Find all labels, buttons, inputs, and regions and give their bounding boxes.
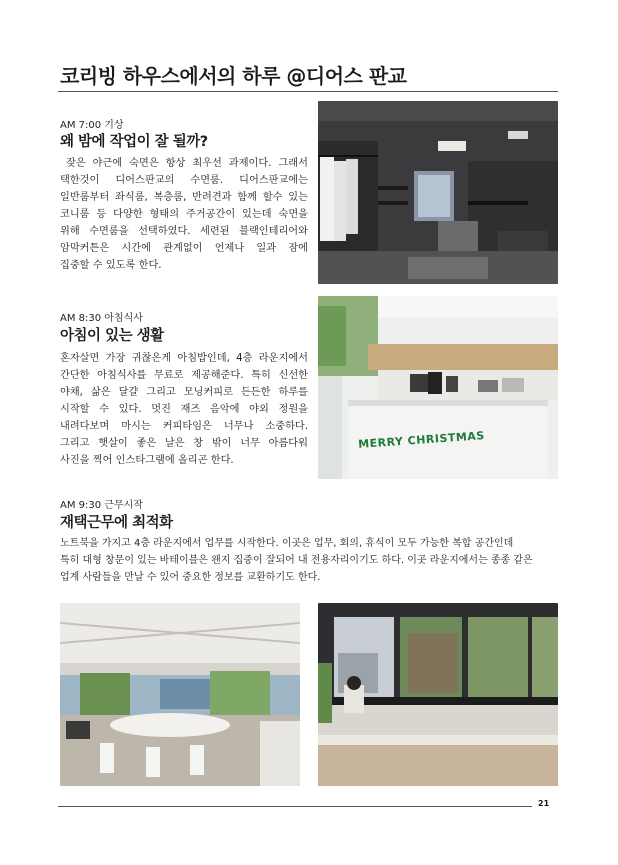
text-line: 내려다보며 마시는 커피타임은 너무나 소중하다. (60, 421, 308, 432)
section-1-heading: 왜 밤에 작업이 잘 될까? (60, 134, 208, 150)
text-line: 사진을 찍어 인스타그램에 올리곤 한다. (60, 455, 234, 466)
text-line: 특히 대형 창문이 있는 바테이블은 왠지 집중이 잘되어 내 전용자리이기도 하다. 이곳 라운지에서는 종종 같은 (60, 555, 533, 566)
section-1-body (60, 155, 308, 274)
text-line: 택한것이 디어스판교의 수면룸. 디어스판교에는 (60, 175, 308, 186)
text-line: 코니룸 등 다양한 형태의 주거공간이 있는데 숙면을 (60, 209, 308, 220)
bedroom-photo (318, 101, 558, 284)
section-1-time: AM 7:00 기상 (60, 120, 124, 131)
footer-divider (58, 806, 532, 807)
text-line: 암막커튼은 시간에 관계없이 언제나 일과 잠에 (60, 243, 308, 254)
lounge-photo (60, 603, 300, 786)
text-line: 노트북을 가지고 4층 라운지에서 업무를 시작한다. 이곳은 업무, 회의, 휴식이 모두 가능한 복합 공간인데 (60, 538, 514, 549)
section-3-heading: 재택근무에 최적화 (60, 515, 173, 531)
text-line: 업계 사람들을 만날 수 있어 중요한 정보를 교환하기도 한다. (60, 572, 321, 583)
section-2-heading: 아침이 있는 생활 (60, 328, 164, 344)
section-2-time: AM 8:30 아침식사 (60, 313, 143, 324)
christmas-banner: MERRY CHRISTMAS (357, 429, 486, 451)
section-2-body (60, 350, 308, 469)
section-3-body (60, 535, 558, 586)
page-title: 코리빙 하우스에서의 하루 @디어스 판교 (60, 64, 407, 88)
text-line: 간단한 아침식사를 무료로 제공해준다. 특히 신선한 (60, 370, 308, 381)
text-line: 위해 수면룸을 선택하였다. 세련된 블랙인테리어와 (60, 226, 308, 237)
kitchen-photo (318, 296, 558, 479)
page-number: 21 (538, 799, 550, 808)
window-bar-photo (318, 603, 558, 786)
text-line: 일반룸부터 좌식룸, 복층룸, 반려견과 함께 할수 있는 (60, 192, 308, 203)
section-3-time: AM 9:30 근무시작 (60, 500, 143, 511)
text-line: 혼자살면 가장 귀찮은게 아침밥인데, 4층 라운지에서 (60, 353, 308, 364)
text-line: 야채, 삶은 달걀 그리고 모닝커피로 든든한 하루를 (60, 387, 308, 398)
text-line: 시작할 수 있다. 멋진 재즈 음악에 야외 정원을 (60, 404, 308, 415)
text-line: 잦은 야근에 숙면은 항상 최우선 과제이다. 그래서 (66, 158, 308, 169)
title-divider (58, 91, 558, 92)
text-line: 그리고 햇살이 좋은 날은 창 밖이 너무 아름다워 (60, 438, 308, 449)
text-line: 집중할 수 있도록 한다. (60, 260, 162, 271)
